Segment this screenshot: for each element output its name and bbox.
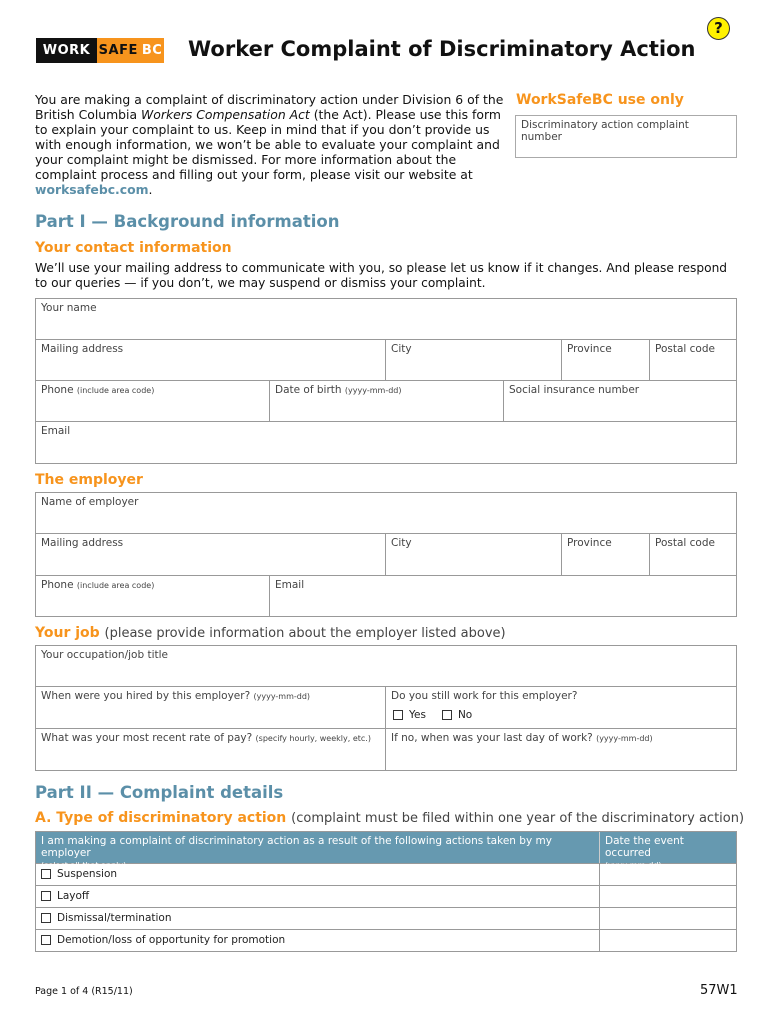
part2-heading: Part II — Complaint details [35,783,284,802]
no-checkbox[interactable] [442,710,452,720]
website-link[interactable]: worksafebc.com [35,182,149,197]
action-row [36,908,736,930]
action-row [36,864,736,886]
employer-heading: The employer [35,472,143,488]
province-field[interactable]: Province [562,340,650,380]
email-field[interactable]: Email [41,425,71,437]
employer-phone-field[interactable]: Phone (include area code) [36,576,270,616]
phone-field[interactable]: Phone (include area code) [36,381,270,421]
job-heading: Your job (please provide information about the employer listed above) [35,625,506,641]
action-checkbox[interactable] [41,891,51,901]
actions-column-header: I am making a complaint of discriminatory action as a result of the following actions taken by my employer (select all that apply) [36,832,600,863]
yes-checkbox[interactable] [393,710,403,720]
action-checkbox[interactable] [41,913,51,923]
action-checkbox[interactable] [41,935,51,945]
action-option[interactable]: Dismissal/termination [36,908,600,929]
action-date-field[interactable] [600,864,736,885]
employer-province-field[interactable]: Province [562,534,650,575]
contact-heading: Your contact information [35,240,232,256]
complaint-number-field[interactable]: Discriminatory action complaint number [515,115,737,158]
yes-option[interactable]: Yes [393,709,426,721]
worksafebc-logo: WORK SAFE BC [36,38,164,63]
job-table [35,645,737,771]
postal-code-field[interactable]: Postal code [655,343,715,355]
action-option[interactable]: Layoff [36,886,600,907]
your-name-field[interactable]: Your name [41,302,97,314]
action-checkbox[interactable] [41,869,51,879]
employer-table [35,492,737,617]
form-code: 57W1 [700,983,738,998]
still-employed-field: Do you still work for this employer? Yes No [391,690,578,721]
intro-text: You are making a complaint of discriminatory action under Division 6 of the British Columbia Workers Compensation Act (the Act). Please use this form to explain your complaint to us. Keep in mind that if you don’t provide us with enough information, we won’t be able to evaluate your complaint and your complaint might be dismissed. For more information about the complaint process and filling out your form, please visit our website at worksafebc.com. [35,92,504,197]
contact-table [35,298,737,464]
dob-field[interactable]: Date of birth (yyyy-mm-dd) [270,381,504,421]
employer-address-field[interactable]: Mailing address [36,534,386,575]
office-use-heading: WorkSafeBC use only [516,92,684,108]
employer-name-field[interactable]: Name of employer [41,496,139,508]
sin-field[interactable]: Social insurance number [509,384,640,396]
no-option[interactable]: No [442,709,472,721]
employer-postal-field[interactable]: Postal code [655,537,715,549]
contact-note: We’ll use your mailing address to communicate with you, so please let us know if it changes. And please respond to our queries — if you don’t, we may suspend or dismiss your complaint. [35,261,728,290]
type-heading: A. Type of discriminatory action (complaint must be filed within one year of the discriminatory action) [35,810,745,826]
action-row [36,886,736,908]
part1-heading: Part I — Background information [35,212,340,231]
page-number: Page 1 of 4 (R15/11) [35,986,133,997]
page-title: Worker Complaint of Discriminatory Action [188,37,696,61]
last-day-field[interactable]: If no, when was your last day of work? (yyyy-mm-dd) [391,732,653,744]
mailing-address-field[interactable]: Mailing address [36,340,386,380]
action-date-field[interactable] [600,886,736,907]
action-date-field[interactable] [600,908,736,929]
employer-city-field[interactable]: City [386,534,562,575]
actions-table [35,831,737,952]
pay-rate-field[interactable]: What was your most recent rate of pay? (specify hourly, weekly, etc.) [36,729,386,770]
hired-date-field[interactable]: When were you hired by this employer? (yyyy-mm-dd) [36,687,386,728]
job-title-field[interactable]: Your occupation/job title [41,649,168,661]
action-date-field[interactable] [600,930,736,951]
help-icon[interactable]: ? [707,17,730,40]
action-option[interactable]: Demotion/loss of opportunity for promotion [36,930,600,951]
action-option[interactable]: Suspension [36,864,600,885]
date-column-header: Date the event occurred (yyyy-mm-dd) [605,835,684,870]
city-field[interactable]: City [386,340,562,380]
employer-email-field[interactable]: Email [275,579,305,591]
action-row [36,930,736,952]
